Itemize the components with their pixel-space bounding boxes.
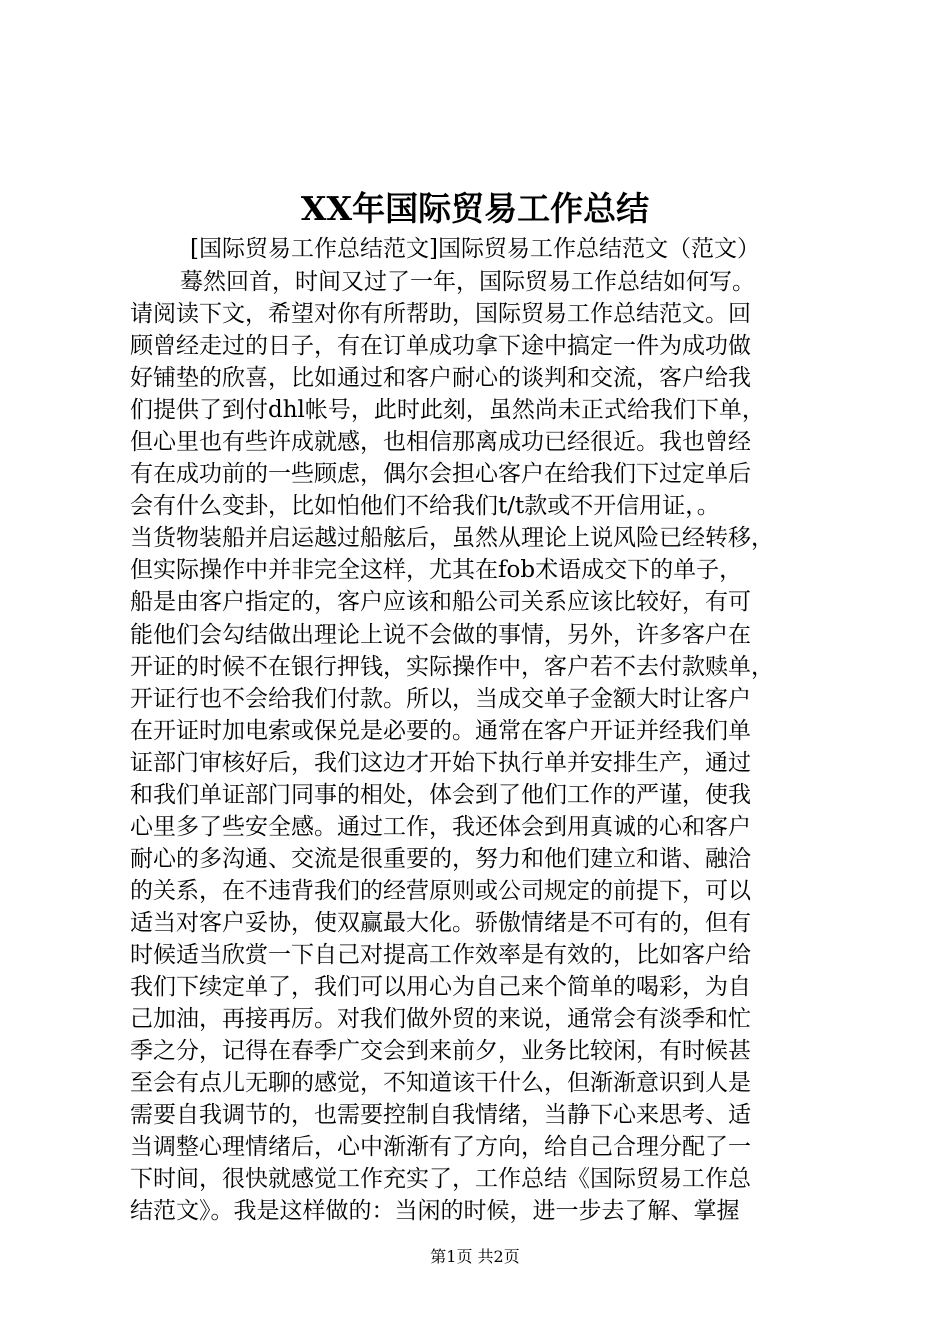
body-line: 己加油，再接再厉。对我们做外贸的来说，通常会有淡季和忙	[130, 1006, 751, 1033]
body-line: 会有什么变卦，比如怕他们不给我们t/t款或不开信用证，。	[130, 493, 720, 520]
body-line: 顾曾经走过的日子，有在订单成功拿下途中搞定一件为成功做	[130, 333, 751, 360]
body-line: 适当对客户妥协，使双赢最大化。骄傲情绪是不可有的，但有	[130, 909, 751, 936]
document-subtitle: [国际贸易工作总结范文]国际贸易工作总结范文（范文）	[190, 236, 760, 262]
body-line: 开证的时候不在银行押钱，实际操作中，客户若不去付款赎单，	[130, 653, 774, 680]
body-line: 船是由客户指定的，客户应该和船公司关系应该比较好，有可	[130, 589, 751, 616]
body-line: 时候适当欣赏一下自己对提高工作效率是有效的，比如客户给	[130, 941, 751, 968]
body-line: 和我们单证部门同事的相处，体会到了他们工作的严谨，使我	[130, 781, 751, 808]
body-line: 在开证时加电索或保兑是必要的。通常在客户开证并经我们单	[130, 717, 751, 744]
body-line: 至会有点儿无聊的感觉，不知道该干什么，但渐渐意识到人是	[130, 1070, 751, 1097]
body-line: 结范文》。我是这样做的：当闲的时候，进一步去了解、掌握	[130, 1198, 740, 1225]
body-line: 能他们会勾结做出理论上说不会做的事情，另外，许多客户在	[130, 621, 751, 648]
body-line: 但心里也有些许成就感，也相信那离成功已经很近。我也曾经	[130, 429, 751, 456]
body-line: 但实际操作中并非完全这样，尤其在fob术语成交下的单子，	[130, 557, 743, 584]
body-line: 当货物装船并启运越过船舷后，虽然从理论上说风险已经转移，	[130, 525, 774, 552]
body-line: 当调整心理情绪后，心中渐渐有了方向，给自己合理分配了一	[130, 1134, 751, 1161]
body-line: 证部门审核好后，我们这边才开始下执行单并安排生产，通过	[130, 749, 751, 776]
body-line: 们提供了到付dhl帐号，此时此刻，虽然尚未正式给我们下单，	[130, 397, 765, 424]
body-line: 开证行也不会给我们付款。所以，当成交单子金额大时让客户	[130, 685, 751, 712]
document-body	[130, 266, 830, 1227]
body-line: 耐心的多沟通、交流是很重要的，努力和他们建立和谐、融洽	[130, 845, 751, 872]
document-title: XX年国际贸易工作总结	[300, 189, 650, 228]
page-footer: 第1页 共2页	[430, 1247, 520, 1266]
body-line: 好铺垫的欣喜，比如通过和客户耐心的谈判和交流，客户给我	[130, 365, 751, 392]
body-line: 的关系，在不违背我们的经营原则或公司规定的前提下，可以	[130, 877, 751, 904]
body-line: 我们下续定单了，我们可以用心为自己来个简单的喝彩，为自	[130, 974, 751, 1001]
body-line: 季之分，记得在春季广交会到来前夕，业务比较闲，有时候甚	[130, 1038, 751, 1065]
body-line: 蓦然回首，时间又过了一年，国际贸易工作总结如何写。	[180, 269, 755, 295]
body-line: 请阅读下文，希望对你有所帮助，国际贸易工作总结范文。回	[130, 301, 751, 328]
body-line: 下时间，很快就感觉工作充实了，工作总结《国际贸易工作总	[130, 1166, 751, 1193]
body-line: 心里多了些安全感。通过工作，我还体会到用真诚的心和客户	[130, 813, 751, 840]
body-line: 需要自我调节的，也需要控制自我情绪，当静下心来思考、适	[130, 1102, 751, 1129]
body-line: 有在成功前的一些顾虑，偶尔会担心客户在给我们下过定单后	[130, 461, 751, 488]
